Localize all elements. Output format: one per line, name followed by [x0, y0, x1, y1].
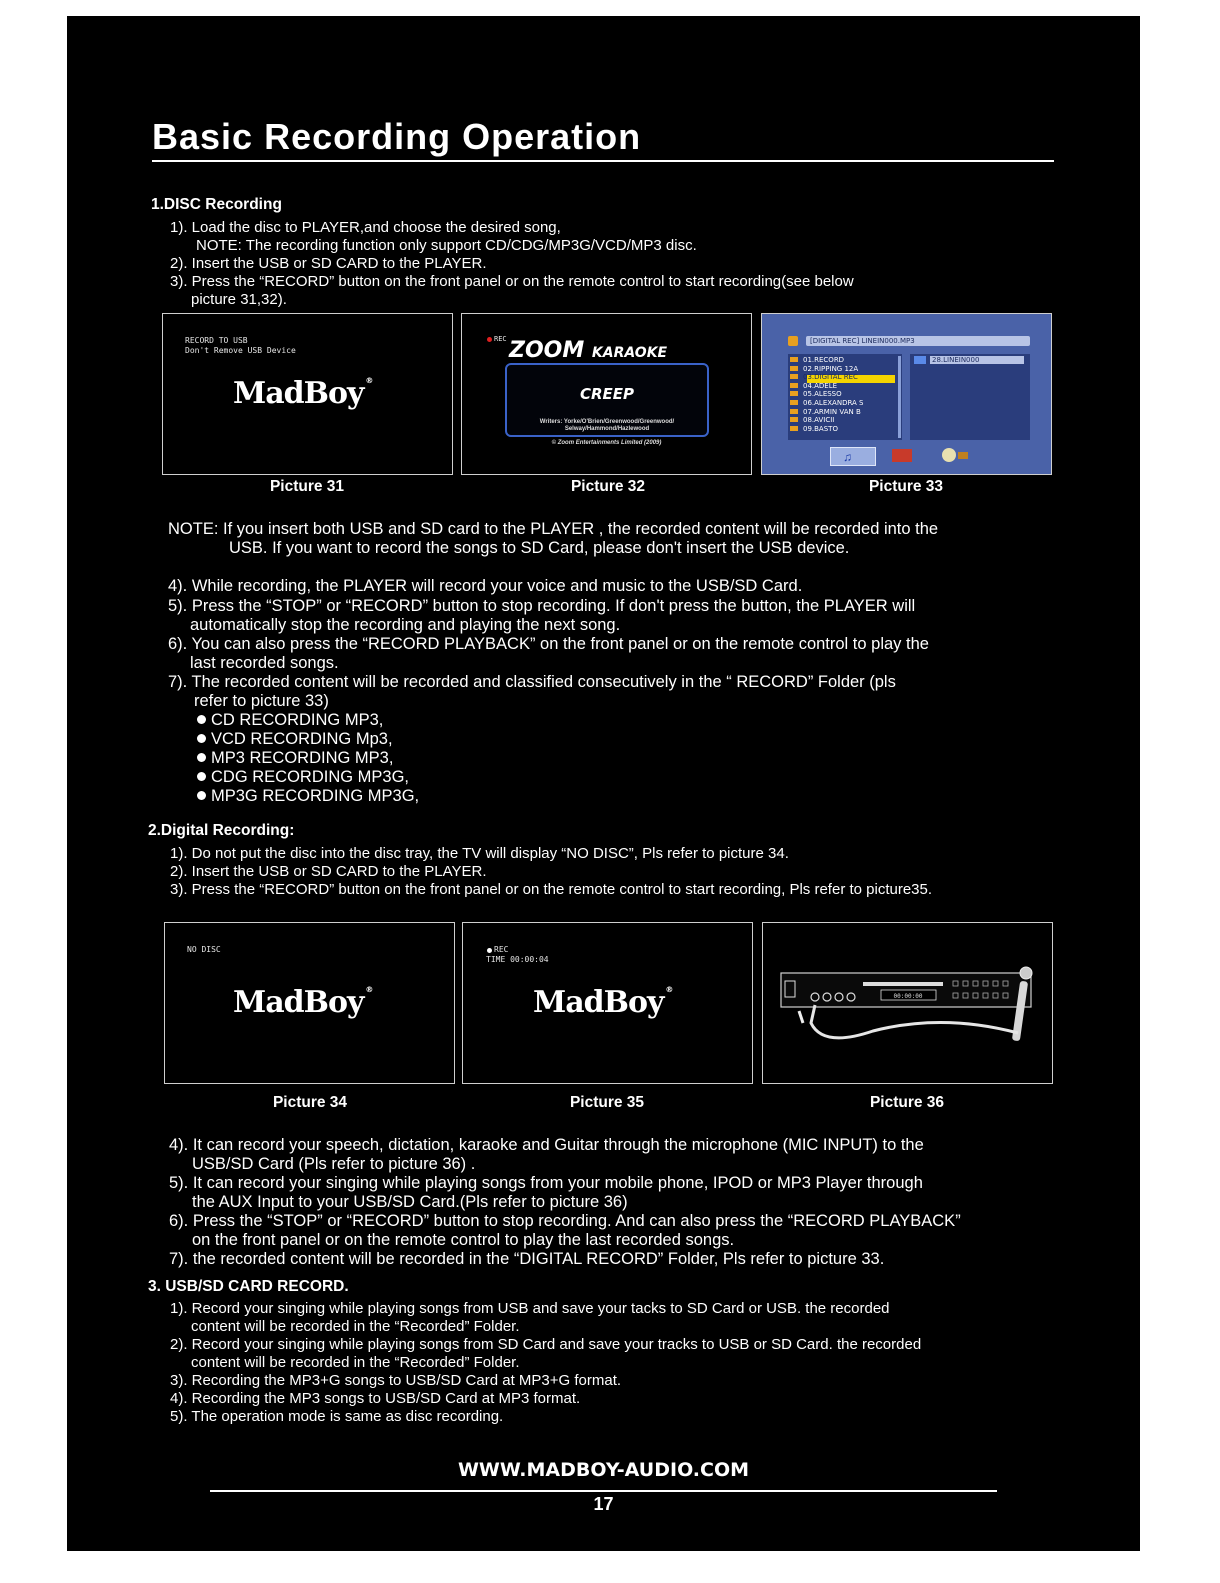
manual-page	[67, 16, 1140, 1551]
section-heading-digital-recording: 2.Digital Recording:	[148, 822, 295, 839]
screen-text: NO DISC	[187, 945, 221, 954]
picture-31	[162, 313, 453, 475]
text-line: 4). It can record your speech, dictation, karaoke and Guitar through the microphone (MIC INPUT) to the	[169, 1136, 924, 1154]
text-line: 1). Record your singing while playing songs from USB and save your tacks to SD Card or USB. the recorded	[170, 1300, 890, 1317]
text-line: 1). Load the disc to PLAYER,and choose the desired song,	[170, 219, 561, 236]
text-line: content will be recorded in the “Recorded” Folder.	[191, 1318, 520, 1335]
caption-picture-31: Picture 31	[269, 478, 345, 495]
song-title: CREEP	[579, 385, 635, 403]
text-line: 7). the recorded content will be recorded in the “DIGITAL RECORD” Folder, Pls refer to picture 33.	[169, 1250, 885, 1268]
list-item[interactable]: 02.RIPPING 12A	[790, 365, 864, 374]
folder-icon	[790, 374, 798, 379]
website-url: WWW.MADBOY-AUDIO.COM	[457, 1459, 750, 1481]
zoom-karaoke-logo: ZOOM KARAOKE	[509, 338, 668, 363]
song-title-box	[505, 363, 709, 437]
movie-tab-icon[interactable]	[942, 448, 956, 462]
text-line: 2). Insert the USB or SD CARD to the PLAYER.	[170, 255, 487, 272]
note-line: USB. If you want to record the songs to SD Card, please don't insert the USB device.	[229, 539, 850, 557]
picture-34	[164, 922, 455, 1084]
selected-file-row[interactable]	[930, 356, 1024, 364]
text-line: 3). Recording the MP3+G songs to USB/SD Card at MP3+G format.	[170, 1372, 622, 1389]
text-line: 2). Record your singing while playing songs from SD Card and save your tracks to USB or SD Card. the recorded	[170, 1336, 922, 1353]
list-item[interactable]: 08.AVICII	[790, 416, 864, 425]
text-line: 4). Recording the MP3 songs to USB/SD Card at MP3 format.	[170, 1390, 581, 1407]
folder-icon	[790, 383, 798, 388]
folder-list	[788, 354, 902, 440]
text-line: the AUX Input to your USB/SD Card.(Pls refer to picture 36)	[192, 1193, 628, 1211]
madboy-logo: MadBoy ®	[533, 985, 673, 1020]
text-line: refer to picture 33)	[194, 692, 329, 710]
path-text: [DIGITAL REC] LINEIN000.MP3	[810, 337, 915, 345]
bullet-icon	[197, 715, 206, 724]
folder-icon	[790, 357, 798, 362]
list-item[interactable]: 09.BASTO	[790, 425, 864, 434]
text-line: 5). Press the “STOP” or “RECORD” button to stop recording. If don't press the button, the PLAYER will	[168, 597, 916, 615]
text-line: picture 31,32).	[191, 291, 287, 308]
text-line: last recorded songs.	[190, 654, 339, 672]
text-line: 6). You can also press the “RECORD PLAYBACK” on the front panel or on the remote control to play the	[168, 635, 929, 653]
text-line: NOTE: The recording function only support CD/CDG/MP3G/VCD/MP3 disc.	[196, 237, 697, 254]
footer-divider	[210, 1490, 997, 1492]
list-item: MP3 RECORDING MP3,	[197, 749, 393, 768]
folder-icon	[790, 409, 798, 414]
screen-text: REC	[494, 945, 509, 954]
writers-line: Selway/Hammond/Hazlewood	[564, 426, 650, 432]
page-title: Basic Recording Operation	[152, 116, 642, 157]
text-line: automatically stop the recording and playing the next song.	[190, 616, 621, 634]
folder-icon	[788, 336, 798, 346]
list-item[interactable]: 06.ALEXANDRA S	[790, 399, 864, 408]
folder-list-items	[790, 356, 864, 433]
text-line: 3). Press the “RECORD” button on the front panel or on the remote control to start recording, Pls refer to picture35.	[170, 881, 933, 898]
caption-picture-32: Picture 32	[570, 478, 646, 495]
player-display: 00:00:00	[893, 993, 923, 1000]
text-line: USB/SD Card (Pls refer to picture 36) .	[192, 1155, 476, 1173]
madboy-logo: MadBoy ®	[233, 376, 373, 411]
list-item[interactable]: 04.ADELE	[790, 382, 864, 391]
text-line: 3). Press the “RECORD” button on the front panel or on the remote control to start recording(see below	[170, 273, 854, 290]
text-line: 7). The recorded content will be recorded and classified consecutively in the “ RECORD” Folder (pls	[168, 673, 896, 691]
bullet-icon	[197, 734, 206, 743]
text-line: 5). The operation mode is same as disc recording.	[170, 1408, 504, 1425]
madboy-logo: MadBoy ®	[233, 985, 373, 1020]
caption-picture-35: Picture 35	[569, 1094, 645, 1111]
caption-picture-34: Picture 34	[272, 1094, 348, 1111]
writers-line: Writers: Yorke/O'Brien/Greenwood/Greenwood/	[539, 419, 675, 425]
rec-indicator-icon	[487, 337, 492, 342]
list-item[interactable]: 07.ARMIN VAN B	[790, 408, 864, 417]
file-list	[910, 354, 1030, 440]
text-line: on the front panel or on the remote control to play the last recorded songs.	[192, 1231, 735, 1249]
picture-32	[461, 313, 752, 475]
section-heading-usb-sd-record: 3. USB/SD CARD RECORD.	[148, 1278, 349, 1295]
text-line: 4). While recording, the PLAYER will record your voice and music to the USB/SD Card.	[168, 577, 803, 595]
list-item: VCD RECORDING Mp3,	[197, 730, 393, 749]
rec-indicator-icon	[487, 948, 492, 953]
list-item[interactable]: 03.DIGITAL REC	[790, 373, 864, 382]
bullet-icon	[197, 753, 206, 762]
photo-tab-icon[interactable]	[892, 449, 912, 462]
section-heading-disc-recording: 1.DISC Recording	[151, 196, 282, 213]
list-item[interactable]: 01.RECORD	[790, 356, 864, 365]
player-microphone-illustration	[763, 923, 1052, 1083]
text-line: 1). Do not put the disc into the disc tray, the TV will display “NO DISC”, Pls refer to picture 34.	[170, 845, 789, 862]
screen-text: Don't Remove USB Device	[185, 346, 296, 355]
title-divider	[152, 160, 1054, 162]
text-line: 2). Insert the USB or SD CARD to the PLAYER.	[170, 863, 487, 880]
folder-icon	[790, 426, 798, 431]
bullet-icon	[197, 772, 206, 781]
copyright-line: © Zoom Entertainments Limited (2009)	[551, 440, 662, 446]
selected-file: 28.LINEIN000	[932, 356, 980, 364]
caption-picture-36: Picture 36	[869, 1094, 945, 1111]
caption-picture-33: Picture 33	[868, 478, 944, 495]
text-line: 6). Press the “STOP” or “RECORD” button to stop recording. And can also press the “RECORD PLAYBACK”	[169, 1212, 961, 1230]
screen-text: RECORD TO USB	[185, 336, 248, 345]
folder-icon	[790, 400, 798, 405]
picture-35	[462, 922, 753, 1084]
list-item: CD RECORDING MP3,	[197, 711, 383, 730]
music-file-icon	[914, 356, 926, 364]
text-line: 5). It can record your singing while playing songs from your mobile phone, IPOD or MP3 Player through	[169, 1174, 923, 1192]
scrollbar[interactable]	[898, 356, 901, 438]
movie-tab-icon-body	[958, 452, 968, 459]
music-tab-icon[interactable]: ♫	[830, 447, 876, 466]
list-item: CDG RECORDING MP3G,	[197, 768, 409, 787]
screen-text: TIME 00:00:04	[486, 955, 549, 964]
folder-icon	[790, 417, 798, 422]
folder-icon	[790, 366, 798, 371]
page-number: 17	[593, 1494, 614, 1514]
list-item[interactable]: 05.ALESSO	[790, 390, 864, 399]
picture-33	[761, 313, 1052, 475]
text-line: content will be recorded in the “Recorded” Folder.	[191, 1354, 520, 1371]
rec-label: REC	[494, 335, 507, 343]
picture-36	[762, 922, 1053, 1084]
bullet-icon	[197, 791, 206, 800]
note-line: NOTE: If you insert both USB and SD card to the PLAYER , the recorded content will be recorded into the	[168, 520, 939, 538]
folder-icon	[790, 391, 798, 396]
list-item: MP3G RECORDING MP3G,	[197, 787, 419, 806]
path-bar	[806, 336, 1030, 346]
